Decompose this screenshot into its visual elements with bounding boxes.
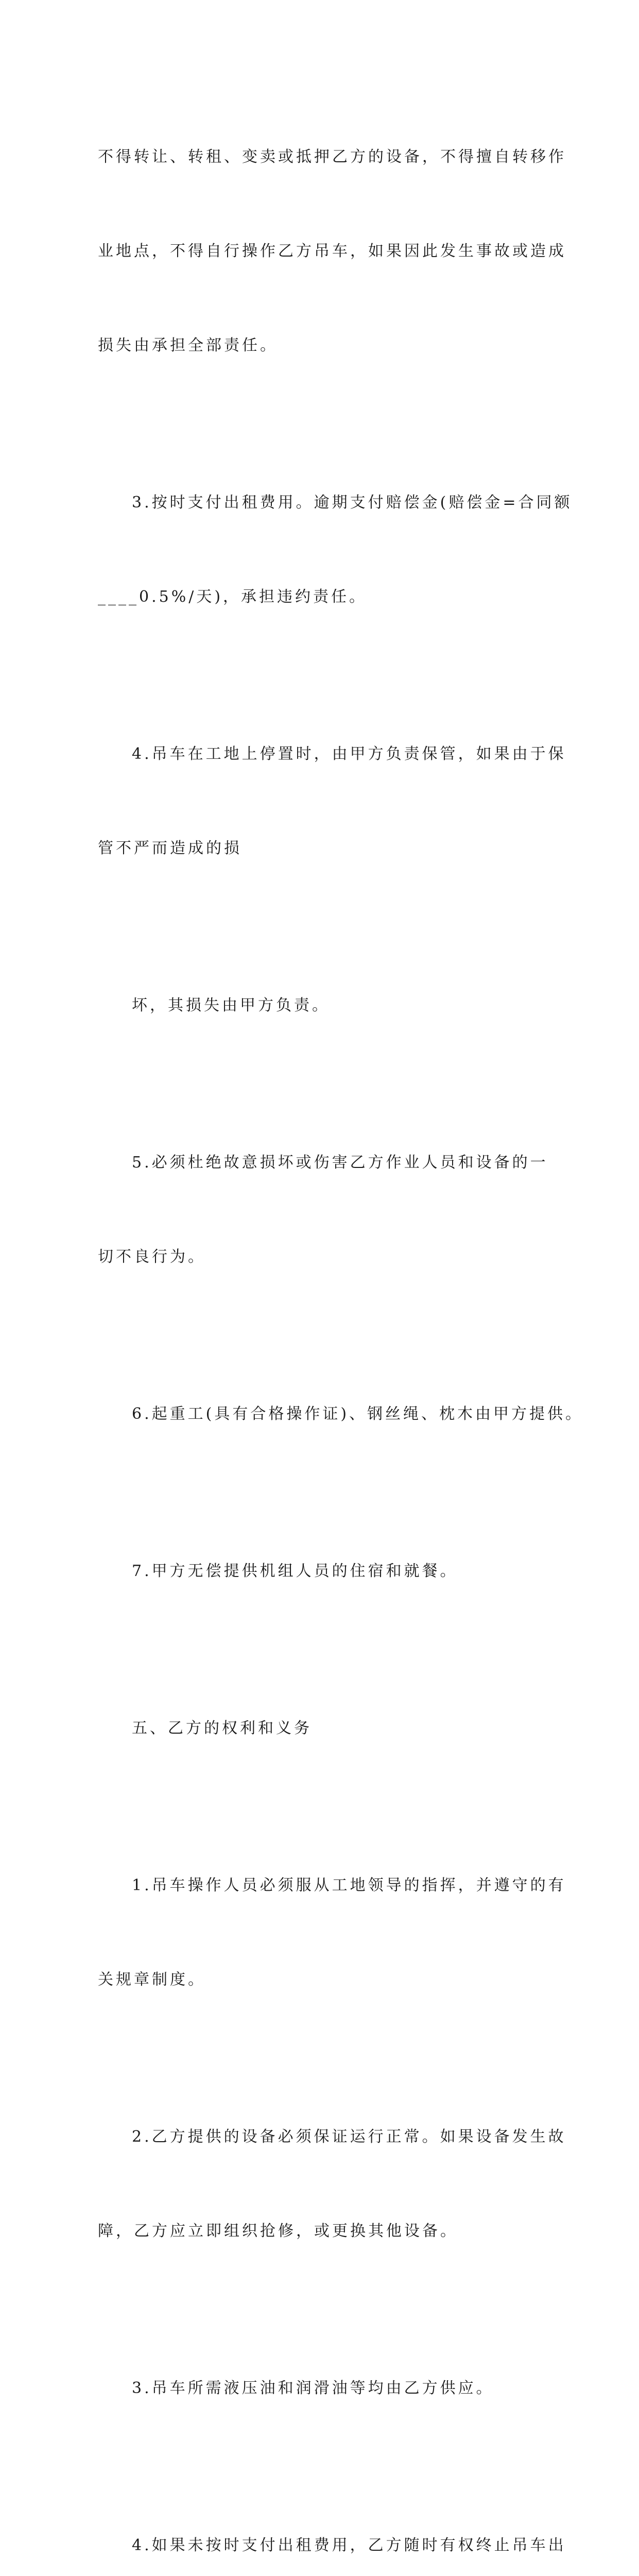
text-line: 五、乙方的权利和义务 xyxy=(132,1719,312,1737)
paragraph-clause-b4 xyxy=(98,2467,566,2576)
text-line: 不得转让、转租、变卖或抵押乙方的设备，不得擅自转移作 xyxy=(98,148,566,166)
text-line: 6.起重工(具有合格操作证)、钢丝绳、枕木由甲方提供。 xyxy=(132,1405,584,1423)
text-line: 2.乙方提供的设备必须保证运行正常。如果设备发生故 xyxy=(132,2128,566,2146)
document-page xyxy=(98,78,584,2576)
paragraph-clause-a7 xyxy=(98,1493,541,1650)
text-line: 4.吊车在工地上停置时，由甲方负责保管，如果由于保 xyxy=(132,745,566,763)
text-line: 3.按时支付出租费用。逾期支付赔偿金(赔偿金=合同额 xyxy=(132,494,573,512)
text-line: 障，乙方应立即组织抢修，或更换其他设备。 xyxy=(98,2222,458,2240)
paragraph-clause-b2 xyxy=(98,2058,566,2310)
paragraph-clause-a4-continued xyxy=(98,927,541,1084)
text-line: 3.吊车所需液压油和润滑油等均由乙方供应。 xyxy=(132,2379,494,2397)
text-line: 5.必须杜绝故意损坏或伤害乙方作业人员和设备的一 xyxy=(132,1154,548,1172)
text-line: 业地点，不得自行操作乙方吊车，如果因此发生事故或造成 xyxy=(98,242,566,260)
text-line: 4.如果未按时支付出租费用，乙方随时有权终止吊车出 xyxy=(132,2536,566,2554)
text-line: 关规章制度。 xyxy=(98,1971,206,1989)
paragraph-clause-a5 xyxy=(98,1084,548,1335)
section-heading-five xyxy=(98,1650,541,1807)
paragraph-clause-b1 xyxy=(98,1807,566,2058)
paragraph-clause-a4 xyxy=(98,675,566,927)
text-line: 管不严而造成的损 xyxy=(98,839,242,857)
text-line: 7.甲方无偿提供机组人员的住宿和就餐。 xyxy=(132,1562,458,1580)
paragraph-continuation xyxy=(98,78,566,424)
text-line: ____0.5%/天)，承担违约责任。 xyxy=(98,588,368,606)
paragraph-clause-b3 xyxy=(98,2310,541,2467)
paragraph-clause-a6 xyxy=(98,1335,584,1493)
text-line: 切不良行为。 xyxy=(98,1248,206,1266)
text-line: 1.吊车操作人员必须服从工地领导的指挥，并遵守的有 xyxy=(132,1876,566,1894)
text-line: 损失由承担全部责任。 xyxy=(98,336,278,354)
paragraph-clause-a3 xyxy=(98,424,573,675)
text-line: 坏，其损失由甲方负责。 xyxy=(132,996,330,1014)
